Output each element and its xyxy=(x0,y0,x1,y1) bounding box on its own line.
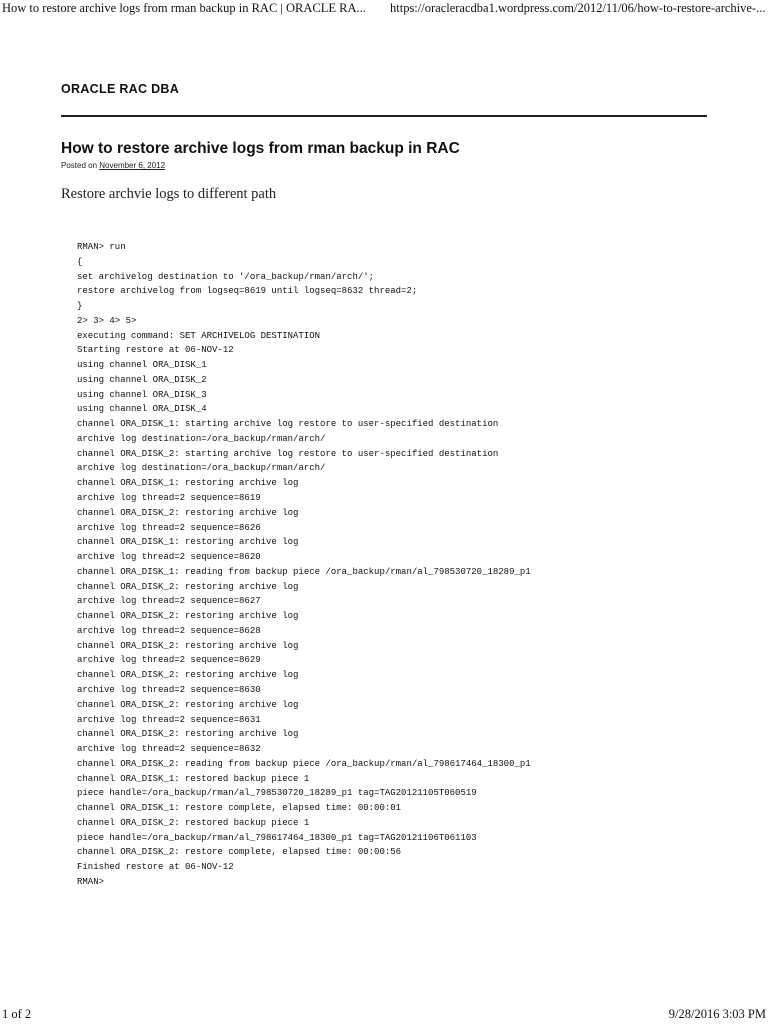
code-line: archive log thread=2 sequence=8630 xyxy=(77,684,261,695)
code-line: archive log thread=2 sequence=8620 xyxy=(77,552,261,563)
code-line: restore archivelog from logseq=8619 until logseq=8632 thread=2; xyxy=(77,286,418,297)
code-line: channel ORA_DISK_2: restoring archive log xyxy=(77,507,299,518)
code-line: using channel ORA_DISK_1 xyxy=(77,360,207,371)
code-line: channel ORA_DISK_2: restoring archive log xyxy=(77,699,299,710)
code-line: archive log thread=2 sequence=8631 xyxy=(77,714,261,725)
code-block xyxy=(77,240,737,890)
code-line: piece handle=/ora_backup/rman/al_798617464_18300_p1 tag=TAG20121106T061103 xyxy=(77,832,477,843)
code-line: channel ORA_DISK_2: restoring archive log xyxy=(77,729,299,740)
code-line: channel ORA_DISK_1: starting archive log restore to user-specified destination xyxy=(77,419,499,430)
code-line: set archivelog destination to '/ora_backup/rman/arch/'; xyxy=(77,271,375,282)
code-line: channel ORA_DISK_2: restoring archive log xyxy=(77,581,299,592)
post-lead-text: Restore archvie logs to different path xyxy=(61,186,277,202)
post-title[interactable]: How to restore archive logs from rman backup in RAC xyxy=(61,140,460,157)
code-line: RMAN> xyxy=(77,876,105,887)
code-line: piece handle=/ora_backup/rman/al_798530720_18289_p1 tag=TAG20121105T060519 xyxy=(77,788,477,799)
code-line: channel ORA_DISK_2: restored backup piece 1 xyxy=(77,817,310,828)
code-line: channel ORA_DISK_2: restoring archive log xyxy=(77,611,299,622)
code-line: archive log thread=2 sequence=8629 xyxy=(77,655,261,666)
code-line: channel ORA_DISK_2: restore complete, elapsed time: 00:00:56 xyxy=(77,847,402,858)
code-line: channel ORA_DISK_1: restoring archive log xyxy=(77,478,299,489)
code-line: channel ORA_DISK_2: starting archive log restore to user-specified destination xyxy=(77,448,499,459)
code-line: Starting restore at 06-NOV-12 xyxy=(77,345,234,356)
print-header xyxy=(0,0,768,18)
code-line: channel ORA_DISK_2: restoring archive log xyxy=(77,670,299,681)
code-line: archive log thread=2 sequence=8619 xyxy=(77,493,261,504)
post-meta xyxy=(61,161,165,170)
code-line: Finished restore at 06-NOV-12 xyxy=(77,862,234,873)
code-line: archive log thread=2 sequence=8632 xyxy=(77,744,261,755)
code-line: archive log destination=/ora_backup/rman/arch/ xyxy=(77,463,326,474)
code-line: RMAN> run xyxy=(77,242,126,252)
print-header-title: How to restore archive logs from rman backup in RAC | ORACLE RA... xyxy=(2,1,366,15)
code-line: using channel ORA_DISK_3 xyxy=(77,389,207,400)
code-line: executing command: SET ARCHIVELOG DESTINATION xyxy=(77,330,321,341)
code-line: { xyxy=(77,256,83,267)
code-line: archive log thread=2 sequence=8626 xyxy=(77,522,261,533)
code-line: archive log thread=2 sequence=8627 xyxy=(77,596,261,607)
code-line: using channel ORA_DISK_2 xyxy=(77,374,207,385)
post-date-link[interactable]: November 6, 2012 xyxy=(99,161,166,170)
posted-on-label: Posted on xyxy=(61,161,98,170)
code-line: 2> 3> 4> 5> xyxy=(77,315,137,326)
code-line: channel ORA_DISK_1: restore complete, elapsed time: 00:00:01 xyxy=(77,803,402,814)
print-footer xyxy=(0,1006,768,1024)
code-line: channel ORA_DISK_2: reading from backup piece /ora_backup/rman/al_798617464_18300_p1 xyxy=(77,758,531,769)
site-title[interactable]: ORACLE RAC DBA xyxy=(61,82,180,96)
code-line: channel ORA_DISK_1: reading from backup piece /ora_backup/rman/al_798530720_18289_p1 xyxy=(77,566,531,577)
code-line: channel ORA_DISK_1: restored backup piece 1 xyxy=(77,773,310,784)
code-line: using channel ORA_DISK_4 xyxy=(77,404,207,415)
header-divider xyxy=(61,115,707,117)
code-line: archive log destination=/ora_backup/rman/arch/ xyxy=(77,433,326,444)
print-timestamp: 9/28/2016 3:03 PM xyxy=(668,1007,766,1021)
code-line: channel ORA_DISK_1: restoring archive log xyxy=(77,537,299,548)
page-number: 1 of 2 xyxy=(2,1007,32,1021)
code-line: archive log thread=2 sequence=8628 xyxy=(77,625,261,636)
code-line: channel ORA_DISK_2: restoring archive log xyxy=(77,640,299,651)
code-line: } xyxy=(77,301,83,312)
print-header-url[interactable]: https://oracleracdba1.wordpress.com/2012/11/06/how-to-restore-archive-... xyxy=(390,1,766,15)
